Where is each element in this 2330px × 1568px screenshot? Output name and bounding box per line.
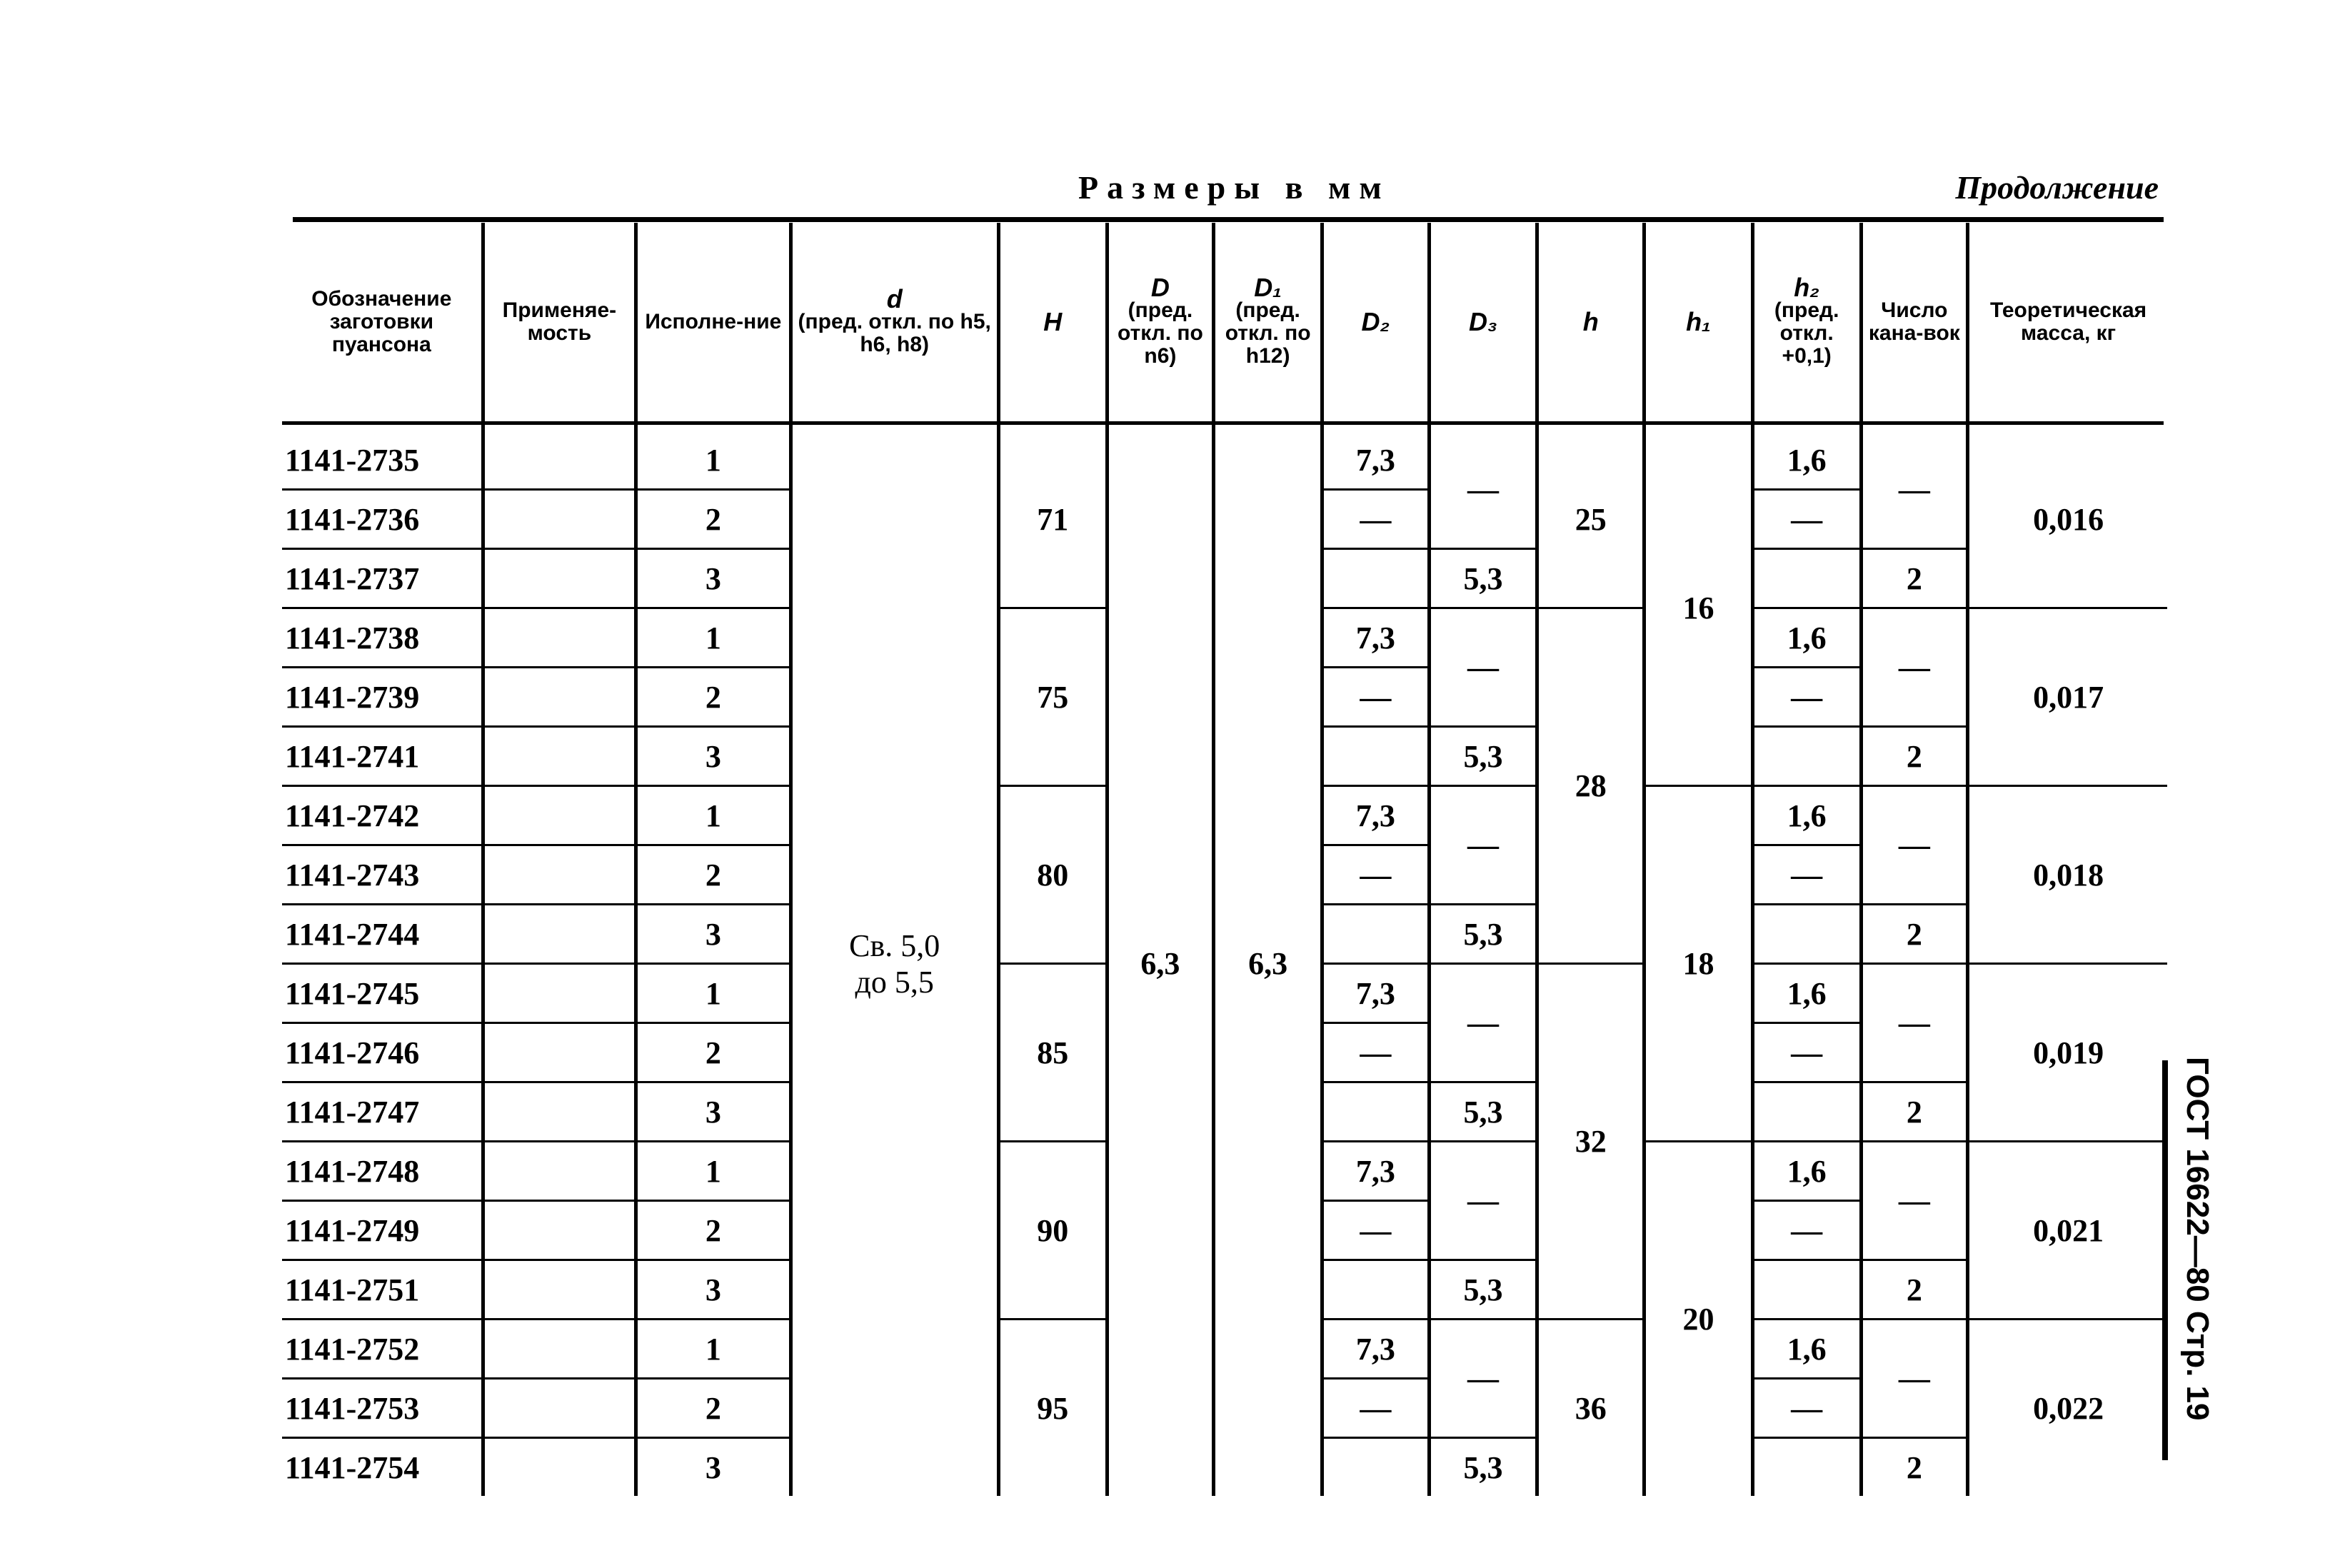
code-cell: 1141-2739 [282,668,483,727]
label-h2: (пред. откл. +0,1) [1774,298,1839,368]
D2-cell: — [1322,668,1429,727]
code-cell: 1141-2738 [282,608,483,668]
grooves-cell: — [1861,608,1968,727]
grooves-cell: 2 [1861,905,1968,964]
symbol-H: H [1043,307,1063,336]
grooves-cell: 2 [1861,1260,1968,1320]
h2-cell: 1,6 [1752,786,1861,845]
h2-cell [1752,549,1861,608]
D2-cell [1322,905,1429,964]
applicability-cell [483,1379,636,1438]
grooves-cell: — [1861,786,1968,905]
h-cell: 28 [1537,608,1644,964]
table-body [282,421,2167,1496]
version-cell: 2 [636,1023,790,1082]
H-cell: 75 [998,608,1107,786]
code-cell: 1141-2753 [282,1379,483,1438]
applicability-cell [483,608,636,668]
applicability-cell [483,1438,636,1497]
code-cell: 1141-2754 [285,1449,420,1485]
version-cell: 3 [636,549,790,608]
mass-cell: 0,022 [1968,1320,2167,1497]
mass-cell: 0,019 [1968,964,2167,1142]
applicability-cell [483,1260,636,1320]
D2-cell: 7,3 [1322,608,1429,668]
h2-cell [1752,727,1861,786]
D1-cell: 6,3 [1214,421,1322,1496]
D2-cell [1322,549,1429,608]
h2-cell: 1,6 [1752,1142,1861,1201]
h2-cell: — [1752,845,1861,905]
h2-cell: — [1752,1201,1861,1260]
h2-cell [1752,905,1861,964]
code-cell: 1141-2752 [282,1320,483,1379]
label-D: (пред. откл. по n6) [1118,298,1203,368]
D3-cell: — [1429,1320,1537,1438]
h1-cell: 18 [1644,786,1753,1142]
grooves-cell: 2 [1861,727,1968,786]
applicability-cell [483,490,636,549]
symbol-h: h [1582,307,1599,336]
applicability-cell [483,905,636,964]
col-header-grooves: Число кана-вок [1861,223,1968,421]
version-cell: 2 [636,490,790,549]
punch-blank-table [282,223,2167,1496]
code-cell: 1141-2749 [282,1201,483,1260]
version-cell: 3 [636,727,790,786]
H-cell: 80 [998,786,1107,964]
h2-cell [1752,1082,1861,1142]
D2-cell: 7,3 [1322,964,1429,1023]
code-cell: 1141-2748 [282,1142,483,1201]
col-header-code: Обозначение заготовки пуансона [311,287,452,356]
symbol-D: D [1150,273,1170,302]
H-cell: 90 [998,1142,1107,1320]
d-cell [790,421,998,1496]
D2-cell: 7,3 [1322,1142,1429,1201]
label-d: (пред. откл. по h5, h6, h8) [798,310,991,356]
version-cell: 3 [636,1438,790,1497]
h-cell: 25 [1537,421,1644,608]
h2-cell: 1,6 [1752,964,1861,1023]
D3-cell: — [1429,786,1537,905]
D2-cell [1322,727,1429,786]
applicability-cell [483,1082,636,1142]
col-header-h2 [1752,223,1861,421]
applicability-cell [483,845,636,905]
code-cell: 1141-2742 [282,786,483,845]
grooves-cell: — [1861,964,1968,1082]
version-cell: 2 [636,668,790,727]
D2-cell: — [1322,1201,1429,1260]
col-header-D [1107,223,1214,421]
code-cell: 1141-2741 [282,727,483,786]
h2-cell: — [1752,1379,1861,1438]
symbol-D2: D₂ [1361,307,1390,336]
grooves-cell: — [1861,1320,1968,1438]
applicability-cell [483,1023,636,1082]
h-cell: 36 [1537,1320,1644,1497]
h2-cell: 1,6 [1752,1320,1861,1379]
h2-cell: — [1752,490,1861,549]
h2-cell: 1,6 [1752,608,1861,668]
col-header-h [1537,223,1644,421]
table-row [282,421,2167,490]
col-header-D3 [1429,223,1537,421]
code-cell: 1141-2743 [282,845,483,905]
grooves-cell: 2 [1861,549,1968,608]
H-cell: 85 [998,964,1107,1142]
version-cell: 1 [636,786,790,845]
continuation-label: Продолжение [1955,169,2159,206]
D3-cell: 5,3 [1429,1438,1537,1497]
code-cell: 1141-2744 [282,905,483,964]
grooves-cell: 2 [1861,1082,1968,1142]
grooves-cell: — [1861,421,1968,549]
code-cell: 1141-2737 [282,549,483,608]
D2-cell: 7,3 [1322,1320,1429,1379]
side-rule [2162,1060,2168,1460]
D3-cell: — [1429,608,1537,727]
D2-cell [1322,1260,1429,1320]
label-D1: (пред. откл. по h12) [1225,298,1311,368]
D-cell: 6,3 [1107,421,1214,1496]
version-cell: 2 [636,1201,790,1260]
applicability-cell [483,421,636,490]
mass-cell: 0,016 [1968,421,2167,608]
D3-cell: — [1429,421,1537,549]
h2-cell: 1,6 [1752,421,1861,490]
version-cell: 1 [636,964,790,1023]
mass-cell: 0,018 [1968,786,2167,964]
version-cell: 3 [636,1260,790,1320]
version-cell: 1 [636,421,790,490]
applicability-cell [483,549,636,608]
D2-cell: 7,3 [1322,786,1429,845]
col-header-mass: Теоретическая масса, кг [1968,223,2167,421]
d-range-to: до 5,5 [855,964,934,1000]
top-rule [293,217,2164,222]
h1-cell: 16 [1644,421,1753,786]
mass-cell: 0,021 [1968,1142,2167,1320]
code-cell: 1141-2745 [282,964,483,1023]
col-header-applicability: Применяе-мость [483,223,636,421]
standard-page-label: ГОСТ 16622—80 Стр. 19 [2180,1057,2215,1421]
D3-cell: 5,3 [1429,905,1537,964]
D3-cell: — [1429,964,1537,1082]
H-cell: 95 [998,1320,1107,1497]
H-cell: 71 [998,421,1107,608]
col-header-h1 [1644,223,1753,421]
symbol-h2: h₂ [1794,273,1820,302]
D3-cell: 5,3 [1429,1260,1537,1320]
version-cell: 1 [636,1142,790,1201]
code-cell: 1141-2751 [282,1260,483,1320]
d-range-from: Св. 5,0 [849,928,940,963]
header-bottom-rule [282,421,2164,425]
applicability-cell [483,1320,636,1379]
version-cell: 2 [636,1379,790,1438]
header-row [282,223,2167,421]
applicability-cell [483,727,636,786]
h2-cell [1752,1260,1861,1320]
applicability-cell [483,1142,636,1201]
col-header-D2 [1322,223,1429,421]
D2-cell: — [1322,1023,1429,1082]
col-header-d [790,223,998,421]
col-header-version: Исполне-ние [636,223,790,421]
h2-cell [1752,1438,1861,1497]
D2-cell: 7,3 [1322,421,1429,490]
D3-cell: — [1429,1142,1537,1260]
mass-cell: 0,017 [1968,608,2167,786]
version-cell: 1 [636,608,790,668]
h-cell: 32 [1537,964,1644,1320]
symbol-h1: h₁ [1686,307,1711,336]
D2-cell [1322,1438,1429,1497]
D3-cell: 5,3 [1429,549,1537,608]
applicability-cell [483,668,636,727]
grooves-cell: — [1861,1142,1968,1260]
col-header-H [998,223,1107,421]
symbol-d: d [886,284,903,313]
code-cell: 1141-2735 [282,421,483,490]
D2-cell: — [1322,490,1429,549]
applicability-cell [483,964,636,1023]
D2-cell: — [1322,1379,1429,1438]
version-cell: 2 [636,845,790,905]
D2-cell [1322,1082,1429,1142]
dimensions-caption: Размеры в мм [1078,169,1390,206]
grooves-cell: 2 [1861,1438,1968,1497]
code-cell: 1141-2746 [282,1023,483,1082]
applicability-cell [483,1201,636,1260]
h2-cell: — [1752,1023,1861,1082]
applicability-cell [483,786,636,845]
D2-cell: — [1322,845,1429,905]
code-cell: 1141-2736 [282,490,483,549]
D3-cell: 5,3 [1429,1082,1537,1142]
code-cell: 1141-2747 [282,1082,483,1142]
h2-cell: — [1752,668,1861,727]
h1-cell: 20 [1644,1142,1753,1497]
symbol-D1: D₁ [1254,273,1282,302]
symbol-D3: D₃ [1469,307,1498,336]
version-cell: 3 [636,905,790,964]
version-cell: 3 [636,1082,790,1142]
D3-cell: 5,3 [1429,727,1537,786]
version-cell: 1 [636,1320,790,1379]
col-header-D1 [1214,223,1322,421]
